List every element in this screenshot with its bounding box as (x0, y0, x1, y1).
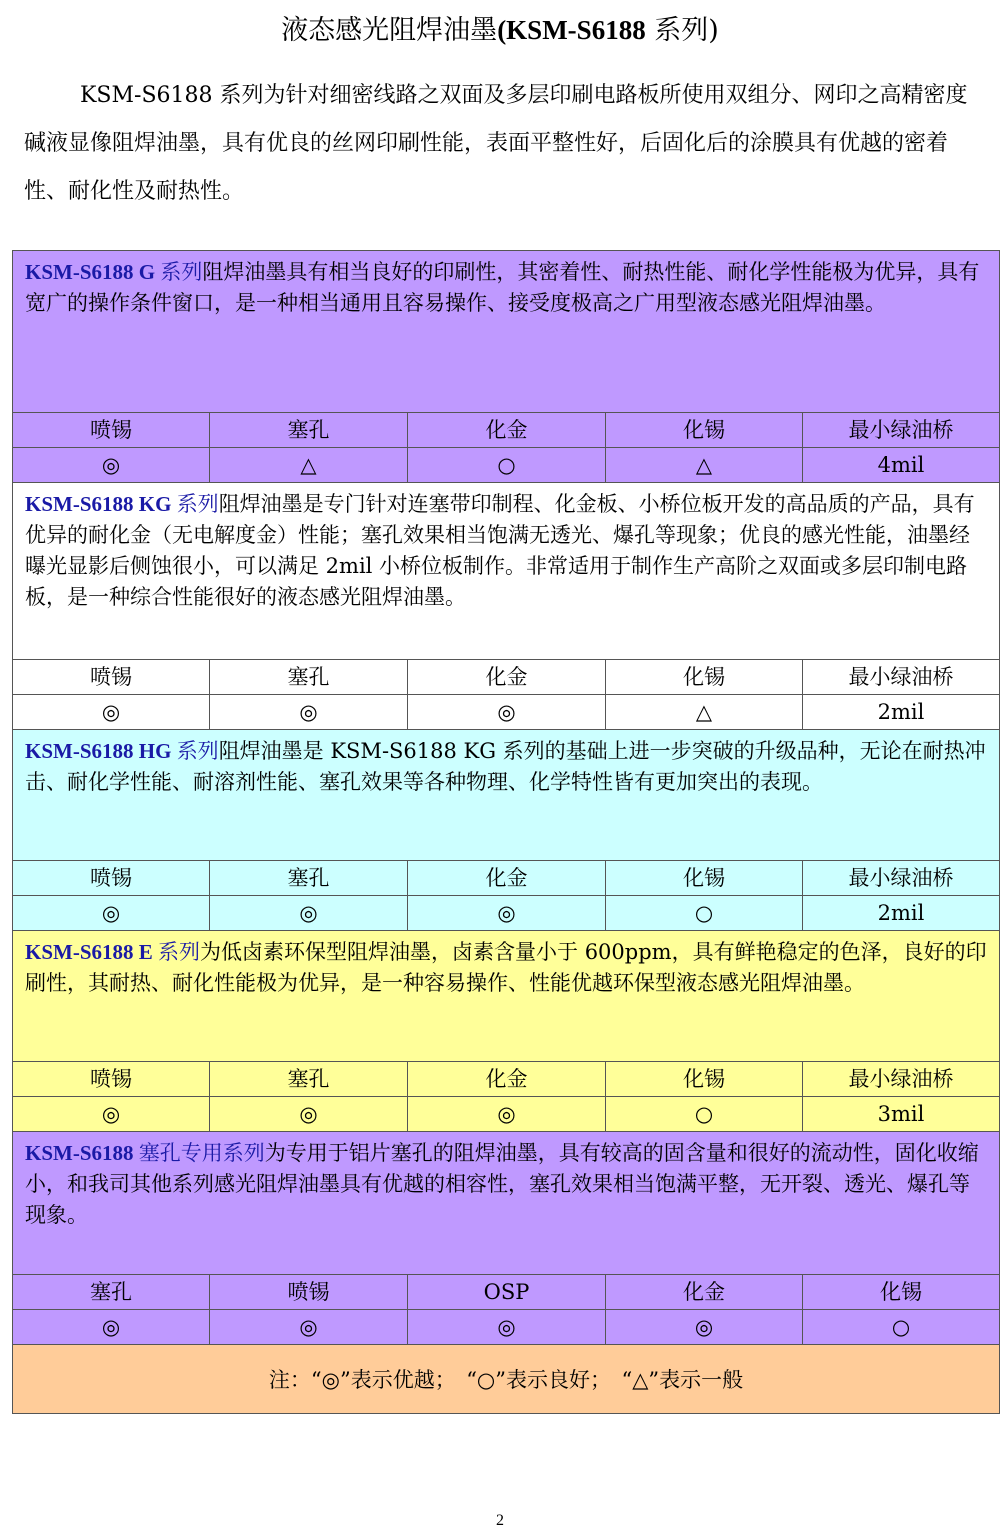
series-description: KSM-S6188 KG 系列阻焊油墨是专门针对连塞带印制程、化金板、小桥位板开发的高品质的产品，具有优异的耐化金（无电解度金）性能；塞孔效果相当饱满无透光、爆孔等现象；优良的感光性能，油墨经曝光显影后侧蚀很小，可以满足 2mil 小桥位板制作。非常适用于制作生产高阶之双面或多层印制电路板，是一种综合性能很好的液态感光阻焊油墨。 (13, 483, 1000, 660)
header-cell: 最小绿油桥 (803, 1062, 1000, 1097)
header-cell: 塞孔 (210, 1062, 408, 1097)
value-cell: ◎ (408, 695, 606, 730)
intro-paragraph: KSM-S6188 系列为针对细密线路之双面及多层印刷电路板所使用双组分、网印之高精密度碱液显像阻焊油墨，具有优良的丝网印刷性能，表面平整性好，后固化后的涂膜具有优越的密着性、耐化性及耐热性。 (24, 83, 968, 204)
header-cell: 化金 (408, 861, 606, 896)
header-cell: OSP (408, 1275, 606, 1310)
value-cell: ○ (803, 1310, 1000, 1345)
value-cell: ◎ (13, 448, 210, 483)
value-cell: 2mil (803, 695, 1000, 730)
series-kg-value-row (13, 695, 1000, 730)
header-cell: 塞孔 (210, 413, 408, 448)
series-e-value-row (13, 1097, 1000, 1132)
value-cell: ◎ (210, 695, 408, 730)
header-cell: 化金 (606, 1275, 803, 1310)
header-cell: 最小绿油桥 (803, 660, 1000, 695)
series-e-description-row (13, 931, 1000, 1062)
header-cell: 喷锡 (13, 861, 210, 896)
series-kg-description-row (13, 483, 1000, 660)
series-description: KSM-S6188 塞孔专用系列为专用于铝片塞孔的阻焊油墨，具有较高的固含量和很好的流动性，固化收缩小，和我司其他系列感光阻焊油墨具有优越的相容性，塞孔效果相当饱满平整，无开裂、透光、爆孔等现象。 (13, 1132, 1000, 1275)
header-cell: 化金 (408, 413, 606, 448)
series-table (12, 250, 1000, 1414)
header-cell: 最小绿油桥 (803, 413, 1000, 448)
series-description: KSM-S6188 HG 系列阻焊油墨是 KSM-S6188 KG 系列的基础上进一步突破的升级品种，无论在耐热冲击、耐化学性能、耐溶剂性能、塞孔效果等各种物理、化学特性皆有更加突出的表现。 (13, 730, 1000, 861)
value-cell: ○ (408, 448, 606, 483)
legend-note: 注：“◎”表示优越； “○”表示良好； “△”表示一般 (13, 1345, 1000, 1414)
header-cell: 化锡 (606, 1062, 803, 1097)
value-cell: △ (606, 448, 803, 483)
series-plug-value-row (13, 1310, 1000, 1345)
value-cell: ◎ (408, 1097, 606, 1132)
value-cell: 4mil (803, 448, 1000, 483)
header-cell: 化锡 (606, 660, 803, 695)
value-cell: ◎ (408, 1310, 606, 1345)
header-cell: 化金 (408, 660, 606, 695)
value-cell: ◎ (13, 695, 210, 730)
header-cell: 喷锡 (210, 1275, 408, 1310)
header-cell: 化锡 (606, 413, 803, 448)
header-cell: 喷锡 (13, 660, 210, 695)
page-number: 2 (496, 1512, 504, 1529)
value-cell: ◎ (13, 1097, 210, 1132)
page-title: 液态感光阻焊油墨(KSM-S6188 系列) (281, 15, 719, 46)
value-cell: ○ (606, 896, 803, 931)
series-e-header-row (13, 1062, 1000, 1097)
series-description: KSM-S6188 E 系列为低卤素环保型阻焊油墨，卤素含量小于 600ppm，具有鲜艳稳定的色泽，良好的印刷性，其耐热、耐化性能极为优异，是一种容易操作、性能优越环保型液态感光阻焊油墨。 (13, 931, 1000, 1062)
header-cell: 化金 (408, 1062, 606, 1097)
value-cell: △ (606, 695, 803, 730)
series-kg-header-row (13, 660, 1000, 695)
series-g-value-row (13, 448, 1000, 483)
legend-note-row (13, 1345, 1000, 1414)
series-plug-description-row (13, 1132, 1000, 1275)
series-hg-value-row (13, 896, 1000, 931)
header-cell: 化锡 (803, 1275, 1000, 1310)
header-cell: 塞孔 (210, 660, 408, 695)
value-cell: 2mil (803, 896, 1000, 931)
series-g-description-row (13, 251, 1000, 413)
series-hg-description-row (13, 730, 1000, 861)
header-cell: 喷锡 (13, 413, 210, 448)
value-cell: △ (210, 448, 408, 483)
header-cell: 喷锡 (13, 1062, 210, 1097)
value-cell: ○ (606, 1097, 803, 1132)
value-cell: ◎ (606, 1310, 803, 1345)
value-cell: 3mil (803, 1097, 1000, 1132)
series-description: KSM-S6188 G 系列阻焊油墨具有相当良好的印刷性，其密着性、耐热性能、耐化学性能极为优异，具有宽广的操作条件窗口，是一种相当通用且容易操作、接受度极高之广用型液态感光阻焊油墨。 (13, 251, 1000, 413)
series-hg-header-row (13, 861, 1000, 896)
value-cell: ◎ (210, 896, 408, 931)
value-cell: ◎ (408, 896, 606, 931)
header-cell: 塞孔 (210, 861, 408, 896)
value-cell: ◎ (210, 1097, 408, 1132)
series-g-header-row (13, 413, 1000, 448)
header-cell: 塞孔 (13, 1275, 210, 1310)
value-cell: ◎ (13, 1310, 210, 1345)
header-cell: 化锡 (606, 861, 803, 896)
header-cell: 最小绿油桥 (803, 861, 1000, 896)
series-plug-header-row (13, 1275, 1000, 1310)
value-cell: ◎ (210, 1310, 408, 1345)
value-cell: ◎ (13, 896, 210, 931)
